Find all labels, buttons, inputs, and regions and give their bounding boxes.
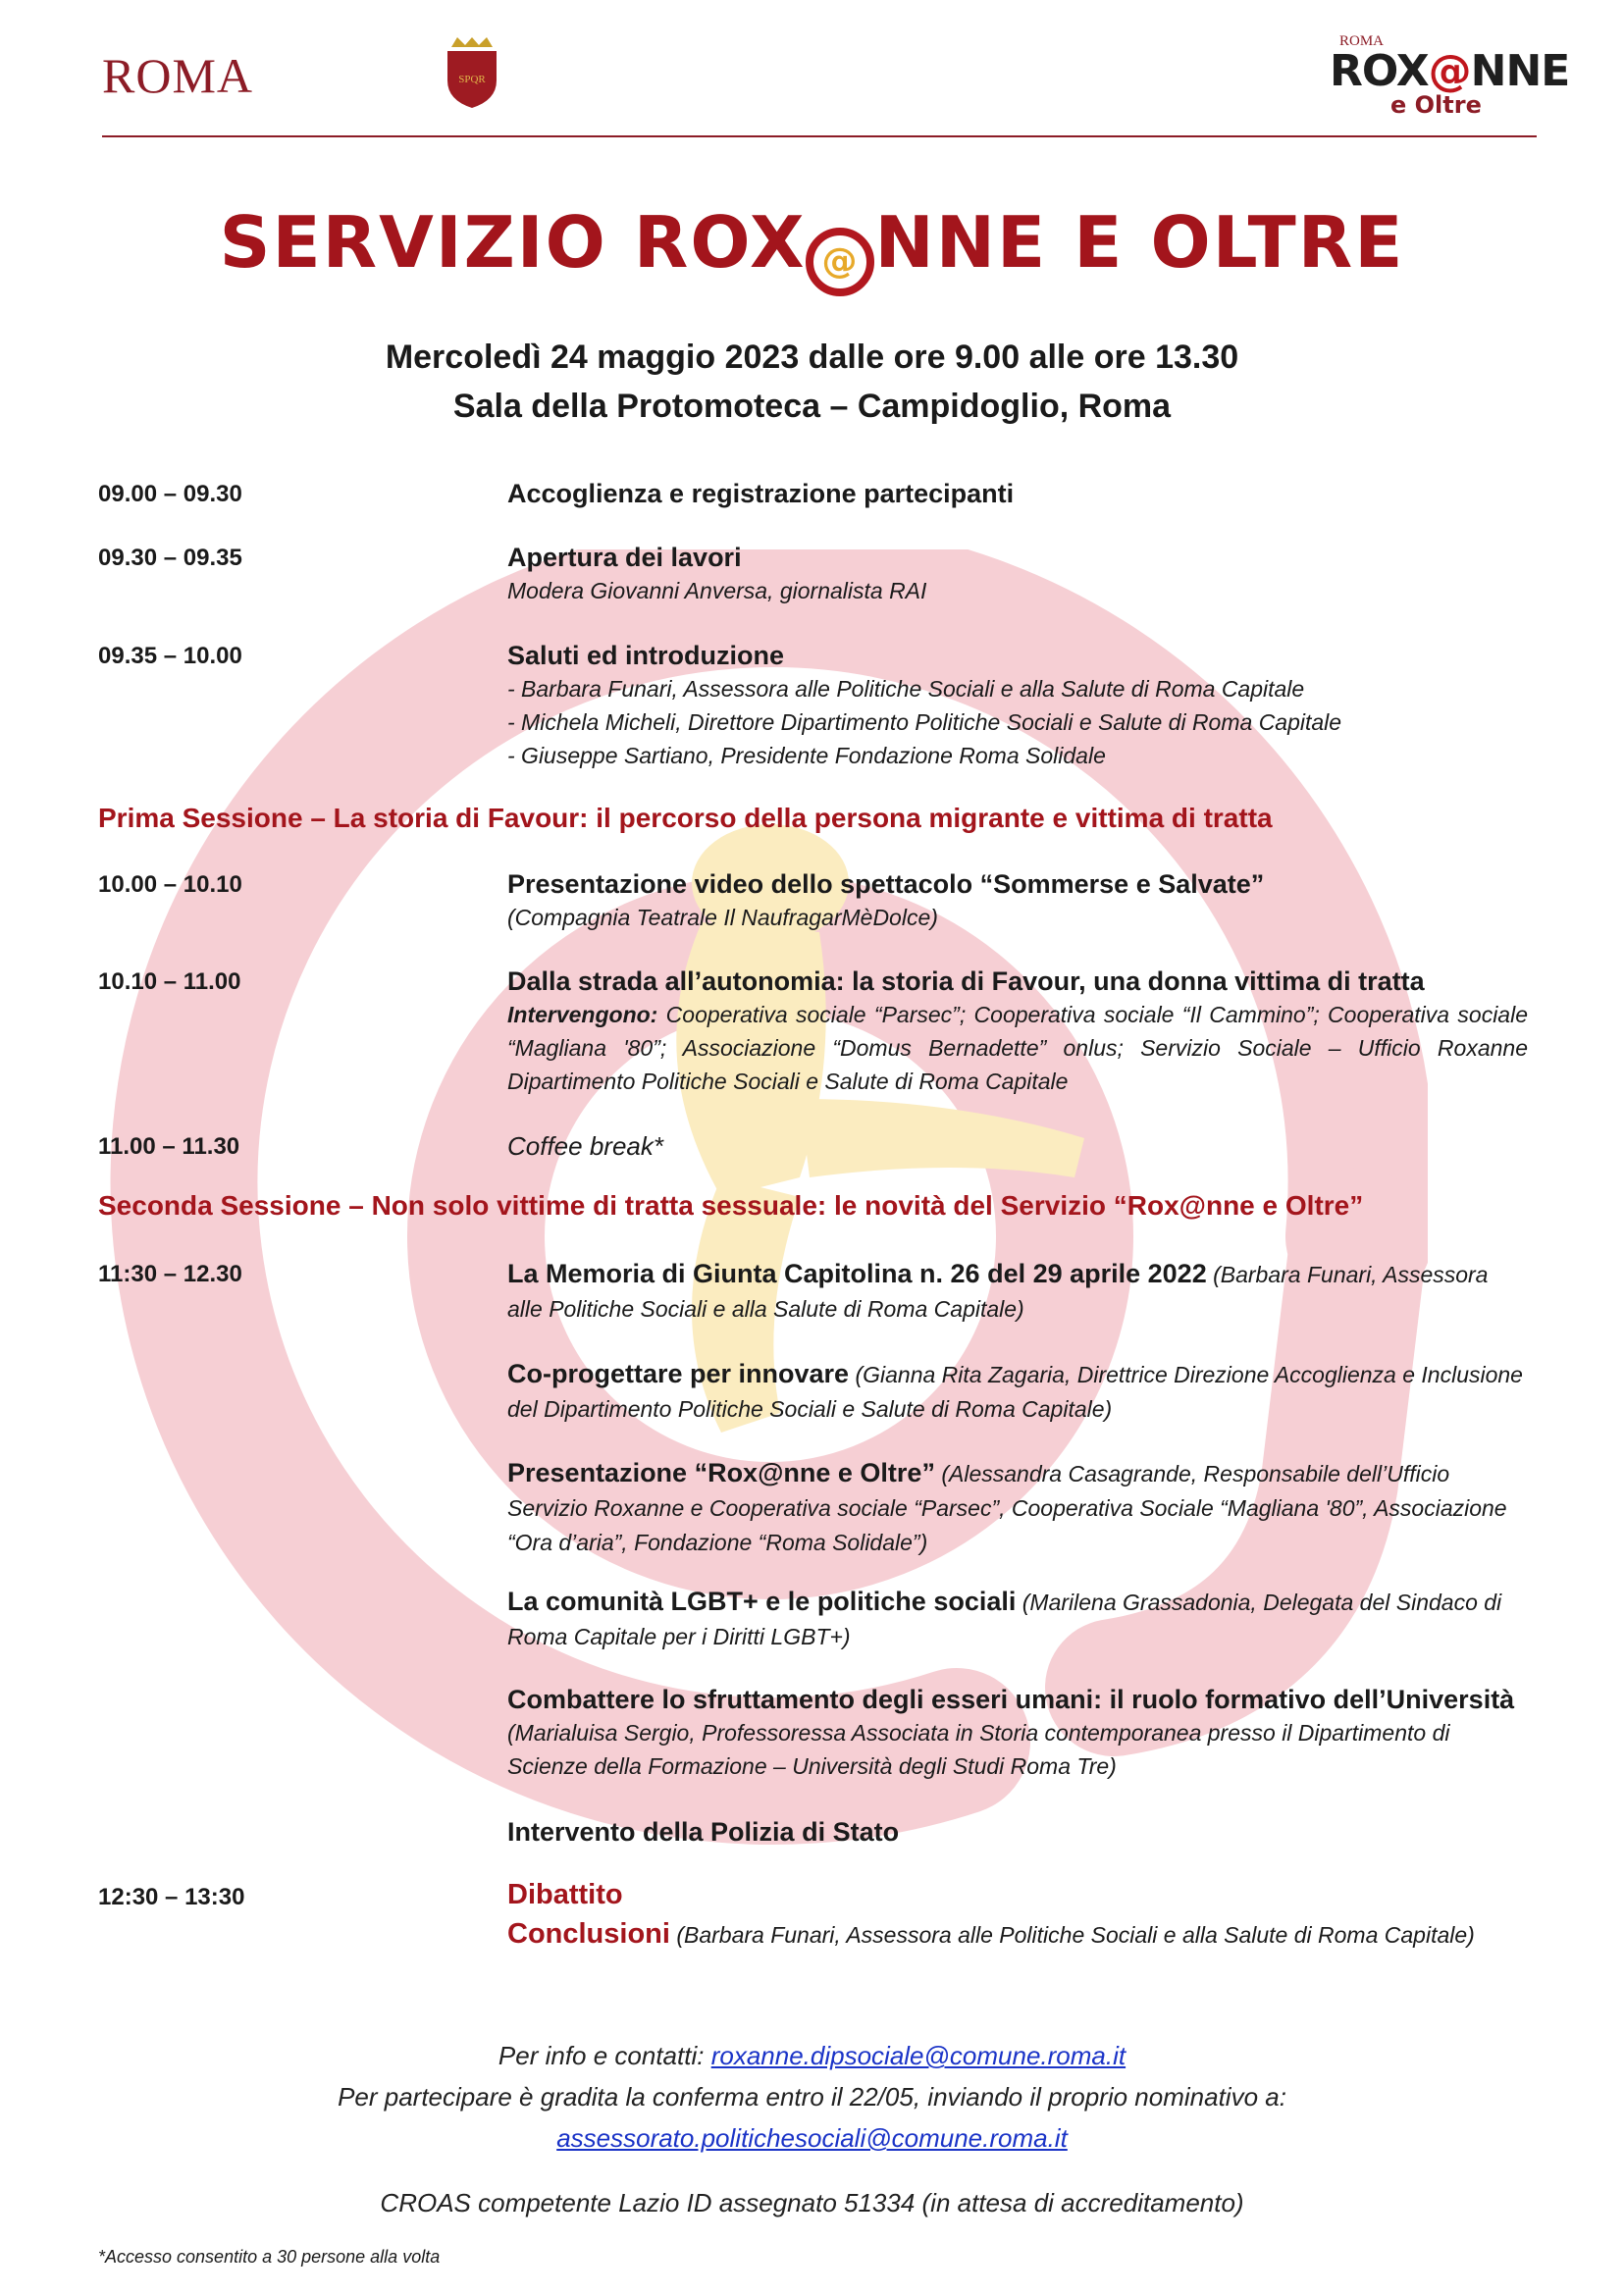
- rsvp-email-row: [0, 2123, 1624, 2154]
- title-left: SERVIZIO ROX: [219, 201, 807, 284]
- agenda-title: Co-progettare per innovare: [507, 1359, 850, 1388]
- title-at-symbol: @: [806, 228, 874, 296]
- time-slot: 09.00 – 09.30: [98, 481, 242, 507]
- title-right: NNE E OLTRE: [874, 201, 1405, 284]
- agenda-title: Presentazione “Rox@nne e Oltre”: [507, 1458, 935, 1487]
- agenda-item: [507, 1585, 1528, 1653]
- roxanne-logo: [1330, 33, 1570, 119]
- roma-logo-text: ROMA: [102, 48, 254, 103]
- agenda-title: Saluti ed introduzione: [507, 641, 784, 670]
- agenda-note: (Marilena Grassadonia, Delegata del Sindaco di Roma Capitale per i Diritti LGBT+): [507, 1590, 1502, 1649]
- agenda-title: Combattere lo sfruttamento degli esseri umani: il ruolo formativo dell’Università: [507, 1685, 1515, 1714]
- session-heading: Prima Sessione – La storia di Favour: il percorso della persona migrante e vittima di tratta: [98, 803, 1273, 833]
- roxanne-logo-roma: ROMA: [1339, 33, 1385, 49]
- agenda-title: Apertura dei lavori: [507, 543, 742, 572]
- agenda-item: [507, 1815, 1528, 1849]
- roxanne-logo-at: @: [1428, 46, 1471, 96]
- session-heading: Seconda Sessione – Non solo vittime di tratta sessuale: le novità del Servizio “Rox@nne e Oltre”: [98, 1190, 1364, 1221]
- speaker-line: - Barbara Funari, Assessora alle Politiche Sociali e alla Salute di Roma Capitale: [507, 676, 1305, 702]
- time-slot: 09.30 – 09.35: [98, 545, 242, 571]
- time-slot: 09.35 – 10.00: [98, 643, 242, 669]
- time-slot: 11.00 – 11.30: [98, 1133, 240, 1160]
- time-slot: 10.00 – 10.10: [98, 871, 242, 898]
- agenda-note: (Barbara Funari, Assessora alle Politiche Sociali e alla Salute di Roma Capitale): [669, 1922, 1475, 1948]
- agenda-note: (Gianna Rita Zagaria, Direttrice Direzione Accoglienza e Inclusione del Dipartimento Politiche Sociali e Salute di Roma Capitale): [507, 1362, 1523, 1422]
- svg-text:SPQR: SPQR: [458, 74, 486, 85]
- page-title: [0, 201, 1624, 296]
- agenda-title: Dibattito: [507, 1879, 623, 1910]
- agenda-note: (Alessandra Casagrande, Responsabile dell’Ufficio Servizio Roxanne e Cooperativa sociale “Parsec”, Cooperativa Sociale “Magliana '80”, Associazione “Ora d’aria”, Fondazione “Roma Solidale”): [507, 1461, 1507, 1555]
- agenda-item: [507, 639, 1528, 772]
- agenda-title: Coffee break*: [507, 1131, 663, 1161]
- agenda-item: [507, 477, 1528, 510]
- agenda-title: Intervento della Polizia di Stato: [507, 1817, 900, 1847]
- rsvp-email-link[interactable]: assessorato.politichesociali@comune.roma.it: [556, 2123, 1068, 2153]
- agenda-item: [507, 1878, 1528, 1952]
- contact-info: [0, 2041, 1624, 2071]
- time-slot: 12:30 – 13:30: [98, 1884, 245, 1910]
- agenda-note: (Marialuisa Sergio, Professoressa Associata in Storia contemporanea presso il Dipartimento di Scienze della Formazione – Università degli Studi Roma Tre): [507, 1720, 1450, 1779]
- agenda-title: Dalla strada all’autonomia: la storia di Favour, una donna vittima di tratta: [507, 966, 1425, 996]
- agenda-note: (Compagnia Teatrale Il NaufragarMèDolce): [507, 905, 938, 930]
- agenda-item: [507, 867, 1528, 934]
- time-slot: 11:30 – 12.30: [98, 1261, 242, 1287]
- agenda-item: [507, 1257, 1528, 1326]
- contact-email-link[interactable]: roxanne.dipsociale@comune.roma.it: [710, 2041, 1126, 2070]
- speakers-label: Intervengono:: [507, 1002, 658, 1027]
- rsvp-text: Per partecipare è gradita la conferma entro il 22/05, inviando il proprio nominativo a:: [338, 2082, 1286, 2112]
- agenda-note: Modera Giovanni Anversa, giornalista RAI: [507, 578, 927, 603]
- agenda-title: Conclusioni: [507, 1918, 670, 1950]
- contact-label: Per info e contatti:: [498, 2041, 711, 2070]
- speaker-line: - Michela Micheli, Direttore Dipartimento Politiche Sociali e Salute di Roma Capitale: [507, 709, 1342, 735]
- speaker-line: - Giuseppe Sartiano, Presidente Fondazione Roma Solidale: [507, 743, 1106, 768]
- agenda-title: Accoglienza e registrazione partecipanti: [507, 479, 1015, 508]
- roxanne-logo-word-left: ROX: [1330, 46, 1429, 96]
- agenda-item: [507, 1357, 1528, 1426]
- agenda-item: [507, 965, 1528, 1098]
- agenda-note: (Barbara Funari, Assessora alle Politiche Sociali e alla Salute di Roma Capitale): [507, 1262, 1489, 1322]
- roxanne-logo-word-right: NNE: [1470, 46, 1570, 96]
- event-date: Mercoledì 24 maggio 2023 dalle ore 9.00 alle ore 13.30: [385, 339, 1239, 376]
- roxanne-logo-sub: e Oltre: [1390, 91, 1482, 119]
- croas-note: CROAS competente Lazio ID assegnato 51334 (in attesa di accreditamento): [380, 2188, 1244, 2217]
- agenda-item: [507, 1129, 1528, 1163]
- agenda-title: La comunità LGBT+ e le politiche sociali: [507, 1587, 1017, 1616]
- speakers-list: Cooperativa sociale “Parsec”; Cooperativa sociale “Il Cammino”; Cooperativa sociale “Magliana '80”; Associazione “Domus Bernadette” onlus; Servizio Sociale – Ufficio Roxanne Dipartimento Politiche Sociali e Salute di Roma Capitale: [507, 1002, 1528, 1094]
- agenda-item: [507, 541, 1528, 607]
- agenda-title: Presentazione video dello spettacolo “Sommerse e Salvate”: [507, 869, 1265, 899]
- agenda-note: [507, 998, 1528, 1098]
- agenda-title: La Memoria di Giunta Capitolina n. 26 del 29 aprile 2022: [507, 1259, 1207, 1288]
- agenda-item: [507, 1456, 1528, 1559]
- time-slot: 10.10 – 11.00: [98, 968, 241, 995]
- roxanne-logo-word: [1330, 46, 1570, 96]
- header-divider: [102, 135, 1537, 137]
- roma-emblem-icon: [444, 37, 500, 108]
- event-place: Sala della Protomoteca – Campidoglio, Roma: [452, 388, 1172, 425]
- agenda-item: [507, 1683, 1528, 1783]
- footnote: *Accesso consentito a 30 persone alla volta: [98, 2247, 441, 2267]
